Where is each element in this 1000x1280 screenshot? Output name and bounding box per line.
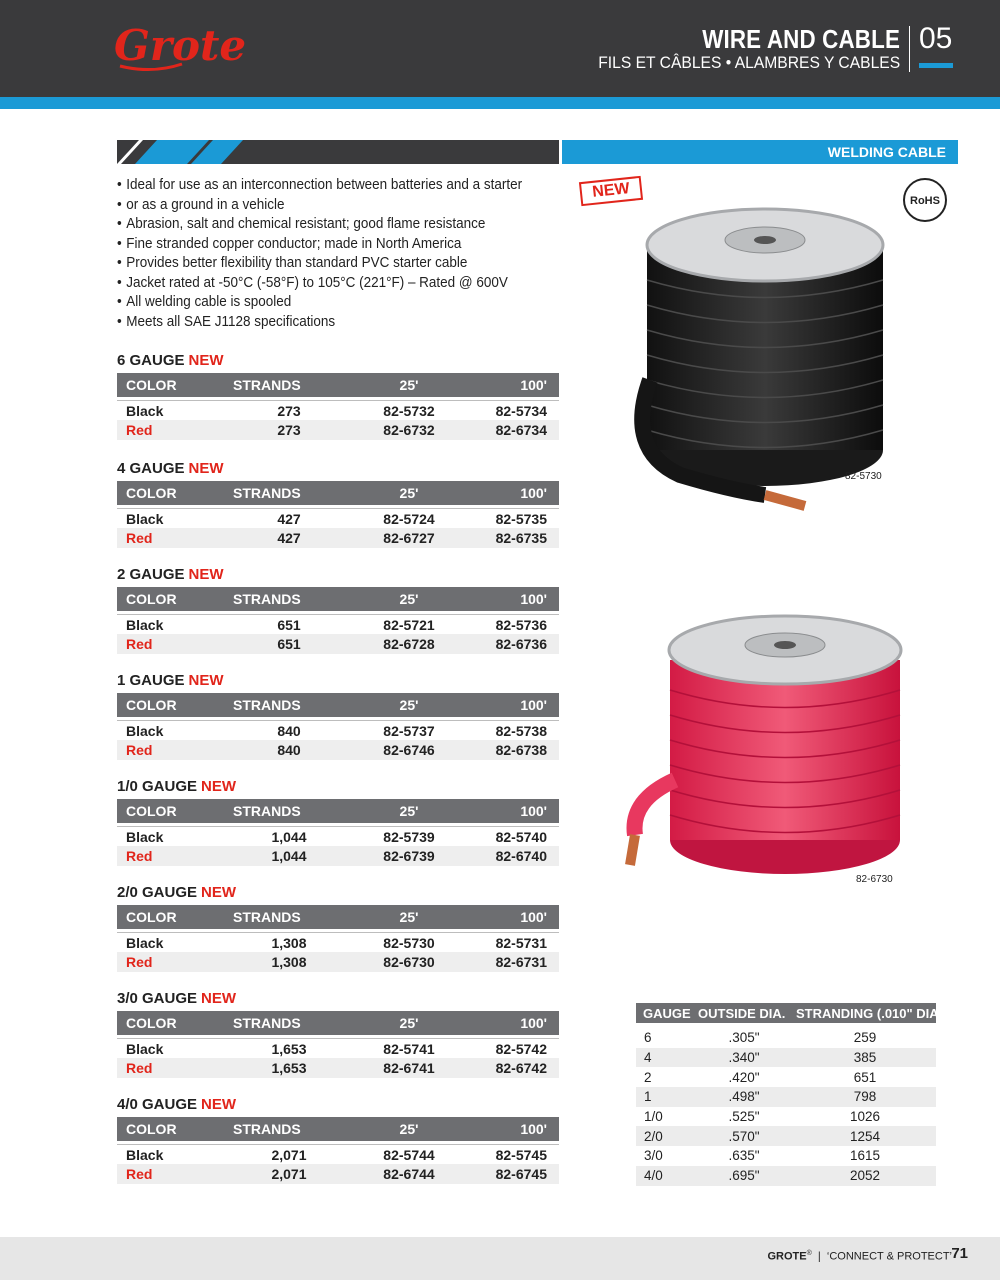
cell-strands: 651 bbox=[277, 616, 301, 633]
spec-cell-stranding: 1026 bbox=[849, 1109, 881, 1125]
gauge-table-header bbox=[117, 1117, 559, 1141]
table-row bbox=[117, 634, 559, 654]
header-cell-c100: 100' bbox=[520, 803, 547, 819]
header-cell-c100: 100' bbox=[520, 1121, 547, 1137]
registered-mark: ® bbox=[806, 1250, 812, 1257]
cell-c100: 82-5736 bbox=[495, 616, 547, 633]
gauge-title bbox=[117, 884, 559, 904]
spec-cell-gauge: 2 bbox=[644, 1069, 652, 1085]
gauge-title bbox=[117, 778, 559, 798]
cell-c100: 82-5738 bbox=[495, 722, 547, 739]
table-row bbox=[117, 614, 559, 634]
cell-c25: 82-6744 bbox=[383, 1166, 435, 1182]
spec-cell-gauge: 6 bbox=[644, 1030, 652, 1046]
page-number: 71 bbox=[951, 1245, 968, 1262]
feature-item: • Provides better flexibility than standard PVC starter cable bbox=[117, 254, 555, 274]
header-stripe bbox=[0, 97, 1000, 109]
header-cell-c100: 100' bbox=[520, 377, 547, 393]
table-row bbox=[117, 932, 559, 952]
new-label: NEW bbox=[188, 352, 224, 369]
feature-item-continuation: • or as a ground in a vehicle bbox=[117, 196, 555, 216]
spec-row bbox=[636, 1048, 936, 1068]
cell-color: Red bbox=[126, 422, 153, 438]
header-cell-color: COLOR bbox=[126, 485, 177, 501]
gauge-table-header bbox=[117, 481, 559, 505]
gauge-title bbox=[117, 672, 559, 692]
cell-color: Red bbox=[126, 530, 153, 546]
spec-cell-gauge: 1/0 bbox=[644, 1109, 663, 1125]
table-row bbox=[117, 400, 559, 420]
cell-strands: 427 bbox=[277, 530, 301, 546]
header-cell-c25: 25' bbox=[399, 803, 419, 819]
header-cell-c25: 25' bbox=[399, 377, 419, 393]
cell-c25: 82-5730 bbox=[383, 934, 435, 951]
red-cable-caption: 82-6730 bbox=[856, 874, 893, 885]
spec-cell-stranding: 651 bbox=[853, 1069, 877, 1085]
cell-strands: 273 bbox=[277, 422, 301, 438]
new-label: NEW bbox=[201, 990, 237, 1007]
header-cell-c100: 100' bbox=[520, 697, 547, 713]
cell-color: Black bbox=[126, 616, 164, 633]
page-subtitle: FILS ET CÂBLES • ALAMBRES Y CABLES bbox=[598, 53, 900, 72]
table-row bbox=[117, 528, 559, 548]
spec-table-header bbox=[636, 1003, 944, 1023]
header-cell-color: COLOR bbox=[126, 591, 177, 607]
spec-cell-gauge: 2/0 bbox=[644, 1128, 663, 1144]
feature-item: • Abrasion, salt and chemical resistant; good flame resistance bbox=[117, 215, 555, 235]
cell-c100: 82-5735 bbox=[495, 510, 547, 527]
cell-color: Black bbox=[126, 828, 164, 845]
cell-c25: 82-5737 bbox=[383, 722, 435, 739]
header-cell-color: COLOR bbox=[126, 1015, 177, 1031]
gauge-table bbox=[117, 778, 559, 866]
cell-c25: 82-6746 bbox=[383, 742, 435, 758]
spec-cell-outside: .305" bbox=[728, 1030, 760, 1046]
spec-row bbox=[636, 1146, 936, 1166]
table-row bbox=[117, 846, 559, 866]
cell-strands: 2,071 bbox=[271, 1166, 307, 1182]
header-cell-color: COLOR bbox=[126, 909, 177, 925]
cell-color: Red bbox=[126, 954, 153, 970]
cell-c25: 82-5741 bbox=[383, 1040, 435, 1057]
gauge-name: 2 GAUGE bbox=[117, 566, 185, 583]
gauge-table bbox=[117, 566, 559, 654]
cell-c100: 82-6736 bbox=[495, 636, 547, 652]
cell-c25: 82-6739 bbox=[383, 848, 435, 864]
new-label: NEW bbox=[201, 884, 237, 901]
table-row bbox=[117, 1164, 559, 1184]
cell-color: Black bbox=[126, 1146, 164, 1163]
gauge-table-header bbox=[117, 373, 559, 397]
new-label: NEW bbox=[201, 1096, 237, 1113]
spec-header-gauge: GAUGE bbox=[643, 1005, 691, 1021]
cell-color: Black bbox=[126, 1040, 164, 1057]
gauge-table bbox=[117, 884, 559, 972]
cell-color: Red bbox=[126, 742, 153, 758]
gauge-table bbox=[117, 1096, 559, 1184]
cell-strands: 1,308 bbox=[271, 934, 307, 951]
footer-slogan: ‘CONNECT & PROTECT’ bbox=[826, 1250, 952, 1263]
table-row bbox=[117, 1144, 559, 1164]
gauge-table-header bbox=[117, 1011, 559, 1035]
spec-cell-gauge: 1 bbox=[644, 1089, 652, 1105]
feature-item: • Meets all SAE J1128 specifications bbox=[117, 313, 555, 333]
table-row bbox=[117, 720, 559, 740]
header-cell-c25: 25' bbox=[399, 909, 419, 925]
cell-color: Black bbox=[126, 722, 164, 739]
spec-cell-stranding: 798 bbox=[853, 1089, 877, 1105]
header-cell-color: COLOR bbox=[126, 377, 177, 393]
cell-strands: 1,653 bbox=[271, 1060, 307, 1076]
gauge-name: 1 GAUGE bbox=[117, 672, 185, 689]
cell-c25: 82-5739 bbox=[383, 828, 435, 845]
spec-cell-outside: .340" bbox=[728, 1050, 760, 1066]
header-cell-c100: 100' bbox=[520, 909, 547, 925]
spec-table-body bbox=[636, 1028, 936, 1186]
gauge-name: 4 GAUGE bbox=[117, 460, 185, 477]
spec-cell-stranding: 1615 bbox=[849, 1148, 881, 1164]
table-row bbox=[117, 1058, 559, 1078]
spec-cell-stranding: 1254 bbox=[849, 1128, 881, 1144]
header-divider bbox=[909, 26, 910, 72]
specification-table bbox=[636, 1003, 944, 1186]
cell-c100: 82-5742 bbox=[495, 1040, 547, 1057]
section-number-underline bbox=[919, 63, 953, 68]
gauge-table bbox=[117, 672, 559, 760]
cell-c100: 82-6742 bbox=[495, 1060, 547, 1076]
spec-row bbox=[636, 1166, 936, 1186]
cell-strands: 1,044 bbox=[271, 828, 307, 845]
spec-cell-outside: .525" bbox=[728, 1109, 760, 1125]
gauge-table bbox=[117, 990, 559, 1078]
header-cell-strands: STRANDS bbox=[233, 485, 301, 501]
header-cell-c25: 25' bbox=[399, 1015, 419, 1031]
red-welding-cable-spool-image bbox=[620, 600, 910, 885]
new-badge: NEW bbox=[579, 176, 643, 206]
new-label: NEW bbox=[188, 460, 224, 477]
cell-c25: 82-6741 bbox=[383, 1060, 435, 1076]
gauge-name: 4/0 GAUGE bbox=[117, 1096, 198, 1113]
header-cell-c100: 100' bbox=[520, 1015, 547, 1031]
gauge-table-header bbox=[117, 905, 559, 929]
cell-c100: 82-6731 bbox=[495, 954, 547, 970]
cell-c25: 82-6727 bbox=[383, 530, 435, 546]
spec-cell-stranding: 259 bbox=[853, 1030, 877, 1046]
cell-c25: 82-5732 bbox=[383, 402, 435, 419]
spec-row bbox=[636, 1126, 936, 1146]
feature-list bbox=[117, 176, 557, 332]
spec-cell-gauge: 4 bbox=[644, 1050, 652, 1066]
cell-c100: 82-6740 bbox=[495, 848, 547, 864]
cell-c25: 82-6730 bbox=[383, 954, 435, 970]
section-band-right bbox=[562, 140, 958, 164]
cell-c25: 82-5744 bbox=[383, 1146, 435, 1163]
cell-strands: 1,308 bbox=[271, 954, 307, 970]
cell-c25: 82-6728 bbox=[383, 636, 435, 652]
spec-cell-outside: .570" bbox=[728, 1128, 760, 1144]
new-label: NEW bbox=[188, 566, 224, 583]
cell-strands: 2,071 bbox=[271, 1146, 307, 1163]
page-header bbox=[0, 0, 1000, 97]
page-title: WIRE AND CABLE bbox=[702, 24, 900, 54]
cell-c100: 82-6735 bbox=[495, 530, 547, 546]
table-row bbox=[117, 1038, 559, 1058]
gauge-table bbox=[117, 352, 559, 440]
spec-cell-gauge: 4/0 bbox=[644, 1168, 663, 1184]
gauge-title bbox=[117, 1096, 559, 1116]
new-label: NEW bbox=[188, 672, 224, 689]
header-cell-color: COLOR bbox=[126, 697, 177, 713]
spec-row bbox=[636, 1107, 936, 1127]
header-cell-strands: STRANDS bbox=[233, 591, 301, 607]
spec-cell-outside: .635" bbox=[728, 1148, 760, 1164]
cell-strands: 273 bbox=[277, 402, 301, 419]
table-row bbox=[117, 952, 559, 972]
feature-item: • Ideal for use as an interconnection between batteries and a starter bbox=[117, 176, 555, 196]
cell-c100: 82-6745 bbox=[495, 1166, 547, 1182]
gauge-name: 3/0 GAUGE bbox=[117, 990, 198, 1007]
cell-c100: 82-5731 bbox=[495, 934, 547, 951]
header-cell-c100: 100' bbox=[520, 485, 547, 501]
cell-c25: 82-5724 bbox=[383, 510, 435, 527]
spec-header-outside-dia: OUTSIDE DIA. bbox=[698, 1005, 786, 1021]
cell-c25: 82-5721 bbox=[383, 616, 435, 633]
spec-header-stranding: STRANDING (.010" DIA) bbox=[796, 1005, 944, 1021]
header-cell-c25: 25' bbox=[399, 697, 419, 713]
gauge-name: 6 GAUGE bbox=[117, 352, 185, 369]
header-cell-strands: STRANDS bbox=[233, 1015, 301, 1031]
cell-color: Red bbox=[126, 1060, 153, 1076]
header-cell-color: COLOR bbox=[126, 1121, 177, 1137]
header-cell-c25: 25' bbox=[399, 485, 419, 501]
logo-text: Grote bbox=[114, 21, 247, 70]
gauge-table bbox=[117, 460, 559, 548]
table-row bbox=[117, 508, 559, 528]
header-cell-strands: STRANDS bbox=[233, 377, 301, 393]
footer-separator: | bbox=[817, 1250, 821, 1263]
cell-c100: 82-5745 bbox=[495, 1146, 547, 1163]
header-cell-strands: STRANDS bbox=[233, 803, 301, 819]
cell-strands: 1,044 bbox=[271, 848, 307, 864]
cell-color: Red bbox=[126, 636, 153, 652]
spec-cell-outside: .695" bbox=[728, 1168, 760, 1184]
gauge-name: 2/0 GAUGE bbox=[117, 884, 198, 901]
cell-strands: 427 bbox=[277, 510, 301, 527]
table-row bbox=[117, 740, 559, 760]
header-cell-c100: 100' bbox=[520, 591, 547, 607]
section-label: WELDING CABLE bbox=[827, 144, 946, 160]
gauge-title bbox=[117, 352, 559, 372]
spec-cell-stranding: 2052 bbox=[849, 1168, 881, 1184]
spec-cell-gauge: 3/0 bbox=[644, 1148, 663, 1164]
spec-cell-stranding: 385 bbox=[853, 1050, 877, 1066]
cell-c100: 82-5740 bbox=[495, 828, 547, 845]
rohs-text: RoHS bbox=[910, 195, 940, 207]
gauge-table-header bbox=[117, 587, 559, 611]
cell-strands: 840 bbox=[277, 722, 301, 739]
footer-brand: GROTE bbox=[767, 1250, 807, 1263]
gauge-table-header bbox=[117, 693, 559, 717]
feature-item: • Jacket rated at -50°C (-58°F) to 105°C (221°F) – Rated @ 600V bbox=[117, 274, 555, 294]
feature-item: • All welding cable is spooled bbox=[117, 293, 555, 313]
cell-color: Black bbox=[126, 510, 164, 527]
gauge-title bbox=[117, 460, 559, 480]
cell-color: Black bbox=[126, 402, 164, 419]
cell-strands: 651 bbox=[277, 636, 301, 652]
header-cell-strands: STRANDS bbox=[233, 1121, 301, 1137]
footer-tagline bbox=[768, 1250, 953, 1263]
cell-c100: 82-6738 bbox=[495, 742, 547, 758]
gauge-title bbox=[117, 566, 559, 586]
feature-item: • Fine stranded copper conductor; made in North America bbox=[117, 235, 555, 255]
table-row bbox=[117, 826, 559, 846]
spec-row bbox=[636, 1028, 936, 1048]
cell-color: Red bbox=[126, 1166, 153, 1182]
spec-row bbox=[636, 1067, 936, 1087]
gauge-name: 1/0 GAUGE bbox=[117, 778, 198, 795]
grote-logo bbox=[112, 14, 247, 84]
header-cell-c25: 25' bbox=[399, 591, 419, 607]
cell-strands: 1,653 bbox=[271, 1040, 307, 1057]
black-cable-caption: 82-5730 bbox=[845, 471, 882, 482]
cell-c25: 82-6732 bbox=[383, 422, 435, 438]
cell-color: Black bbox=[126, 934, 164, 951]
header-cell-color: COLOR bbox=[126, 803, 177, 819]
gauge-table-header bbox=[117, 799, 559, 823]
cell-c100: 82-6734 bbox=[495, 422, 547, 438]
spec-cell-outside: .498" bbox=[728, 1089, 760, 1105]
header-cell-strands: STRANDS bbox=[233, 909, 301, 925]
gauge-title bbox=[117, 990, 559, 1010]
spec-cell-outside: .420" bbox=[728, 1069, 760, 1085]
cell-c100: 82-5734 bbox=[495, 402, 547, 419]
section-number: 05 bbox=[919, 22, 953, 55]
page-footer bbox=[0, 1237, 1000, 1280]
new-label: NEW bbox=[201, 778, 237, 795]
header-cell-c25: 25' bbox=[399, 1121, 419, 1137]
cell-color: Red bbox=[126, 848, 153, 864]
spec-row bbox=[636, 1087, 936, 1107]
header-cell-strands: STRANDS bbox=[233, 697, 301, 713]
table-row bbox=[117, 420, 559, 440]
section-band-left bbox=[117, 140, 559, 164]
cell-strands: 840 bbox=[277, 742, 301, 758]
